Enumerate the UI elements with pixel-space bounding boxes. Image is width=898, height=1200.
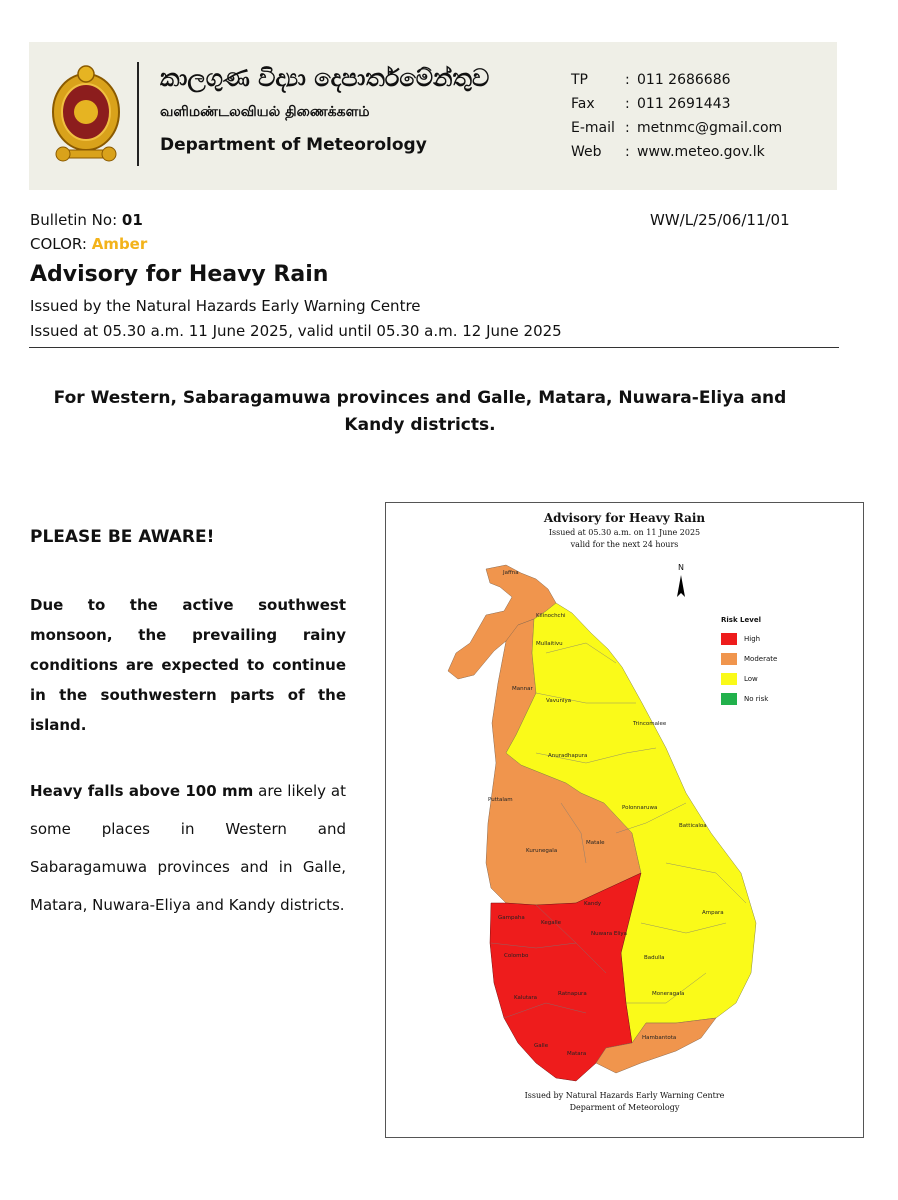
- district-label-kalutara: Kalutara: [514, 995, 538, 1001]
- contact-block: [571, 68, 782, 164]
- legend-swatch: [721, 673, 737, 685]
- district-label-gampaha: Gampaha: [498, 915, 525, 921]
- district-label-polonnaruwa: Polonnaruwa: [622, 805, 658, 811]
- district-label-ampara: Ampara: [702, 910, 724, 916]
- district-label-anuradhapura: Anuradhapura: [548, 753, 588, 759]
- district-label-badulla: Badulla: [644, 955, 665, 961]
- color-value: Amber: [91, 235, 148, 253]
- map-footer-department: Deparment of Meteorology: [569, 1103, 680, 1112]
- contact-label: TP: [571, 72, 588, 88]
- bulletin-number: Bulletin No: 01: [30, 211, 143, 229]
- contact-value[interactable]: www.meteo.gov.lk: [637, 144, 765, 160]
- map-title: Advisory for Heavy Rain: [543, 511, 706, 525]
- contact-web: Web : www.meteo.gov.lk: [571, 140, 782, 164]
- map-footer-issuer: Issued by Natural Hazards Early Warning Centre: [524, 1091, 725, 1100]
- map-legend: [721, 616, 777, 712]
- advisory-map: [385, 502, 864, 1138]
- district-label-mullaitivu: Mullaitivu: [536, 641, 563, 647]
- org-name-sinhala: කාලගුණ විද්‍යා දෙපාර්තමේන්තුව: [160, 64, 490, 92]
- letterhead: [29, 42, 837, 190]
- advisory-title: Advisory for Heavy Rain: [30, 262, 329, 287]
- heavy-falls-paragraph: Heavy falls above 100 mm are likely at some places in Western and Sabaragamuwa provinces and in Galle, Matara, Nuwara-Eliya and Kandy districts.: [30, 782, 346, 914]
- district-label-colombo: Colombo: [504, 953, 529, 959]
- issuer-line: Issued by the Natural Hazards Early Warning Centre: [30, 297, 421, 315]
- monsoon-paragraph: Due to the active southwest monsoon, the prevailing rainy conditions are expected to continue in the southwestern parts of the island.: [30, 596, 346, 734]
- district-label-vavuniya: Vavuniya: [546, 698, 572, 704]
- bulletin-reference: WW/L/25/06/11/01: [650, 211, 790, 229]
- contact-label: Fax: [571, 96, 595, 112]
- legend-item-no-risk: No risk: [721, 692, 777, 706]
- district-label-puttalam: Puttalam: [488, 797, 513, 803]
- district-label-kandy: Kandy: [584, 901, 602, 907]
- district-label-galle: Galle: [534, 1043, 549, 1049]
- issued-line: Issued at 05.30 a.m. 11 June 2025, valid until 05.30 a.m. 12 June 2025: [30, 322, 562, 340]
- legend-item-low: Low: [721, 672, 777, 686]
- contact-tp: TP : 011 2686686: [571, 68, 782, 92]
- contact-label: E-mail: [571, 120, 615, 136]
- district-label-trincomalee: Trincomalee: [633, 721, 667, 727]
- sri-lanka-emblem-icon: [49, 62, 123, 166]
- org-name-english: Department of Meteorology: [160, 135, 427, 155]
- district-label-moneragala: Moneragala: [652, 991, 685, 997]
- contact-value: 011 2691443: [637, 96, 731, 112]
- contact-value: 011 2686686: [637, 72, 731, 88]
- district-label-ratnapura: Ratnapura: [558, 991, 587, 997]
- north-arrow-icon: [677, 575, 685, 597]
- header-rule: [29, 347, 839, 348]
- legend-title: Risk Level: [721, 616, 761, 624]
- district-label-nuwara-eliya: Nuwara Eliya: [591, 931, 628, 937]
- district-label-batticaloa: Batticaloa: [679, 823, 707, 829]
- district-label-kurunegala: Kurunegala: [526, 848, 558, 854]
- contact-fax: Fax : 011 2691443: [571, 92, 782, 116]
- bulletin-color: COLOR: Amber: [30, 235, 148, 253]
- contact-label: Web: [571, 144, 602, 160]
- map-validity: valid for the next 24 hours: [570, 540, 679, 549]
- legend-swatch: [721, 693, 737, 705]
- district-label-jaffna: Jaffna: [503, 570, 519, 576]
- contact-value[interactable]: metnmc@gmail.com: [637, 120, 783, 136]
- north-label: N: [678, 563, 684, 572]
- affected-regions: For Western, Sabaragamuwa provinces and Galle, Matara, Nuwara-Eliya and Kandy districts.: [53, 388, 787, 435]
- org-name-tamil: வளிமண்டலவியல் திணைக்களம்: [160, 104, 370, 120]
- contact-email: E-mail : metnmc@gmail.com: [571, 116, 782, 140]
- legend-item-high: High: [721, 632, 777, 646]
- legend-swatch: [721, 633, 737, 645]
- district-label-matale: Matale: [586, 840, 605, 846]
- district-label-kegalle: Kegalle: [541, 920, 562, 926]
- legend-item-moderate: Moderate: [721, 652, 777, 666]
- legend-swatch: [721, 653, 737, 665]
- map-subtitle: Issued at 05.30 a.m. on 11 June 2025: [548, 528, 701, 537]
- letterhead-divider: [137, 62, 139, 166]
- district-label-hambantota: Hambantota: [642, 1035, 677, 1041]
- district-label-mannar: Mannar: [512, 686, 533, 692]
- district-label-kilinochchi: Kilinochchi: [536, 613, 566, 619]
- district-label-matara: Matara: [567, 1051, 587, 1057]
- aware-heading: PLEASE BE AWARE!: [30, 527, 215, 547]
- sri-lanka-map: [386, 503, 863, 1137]
